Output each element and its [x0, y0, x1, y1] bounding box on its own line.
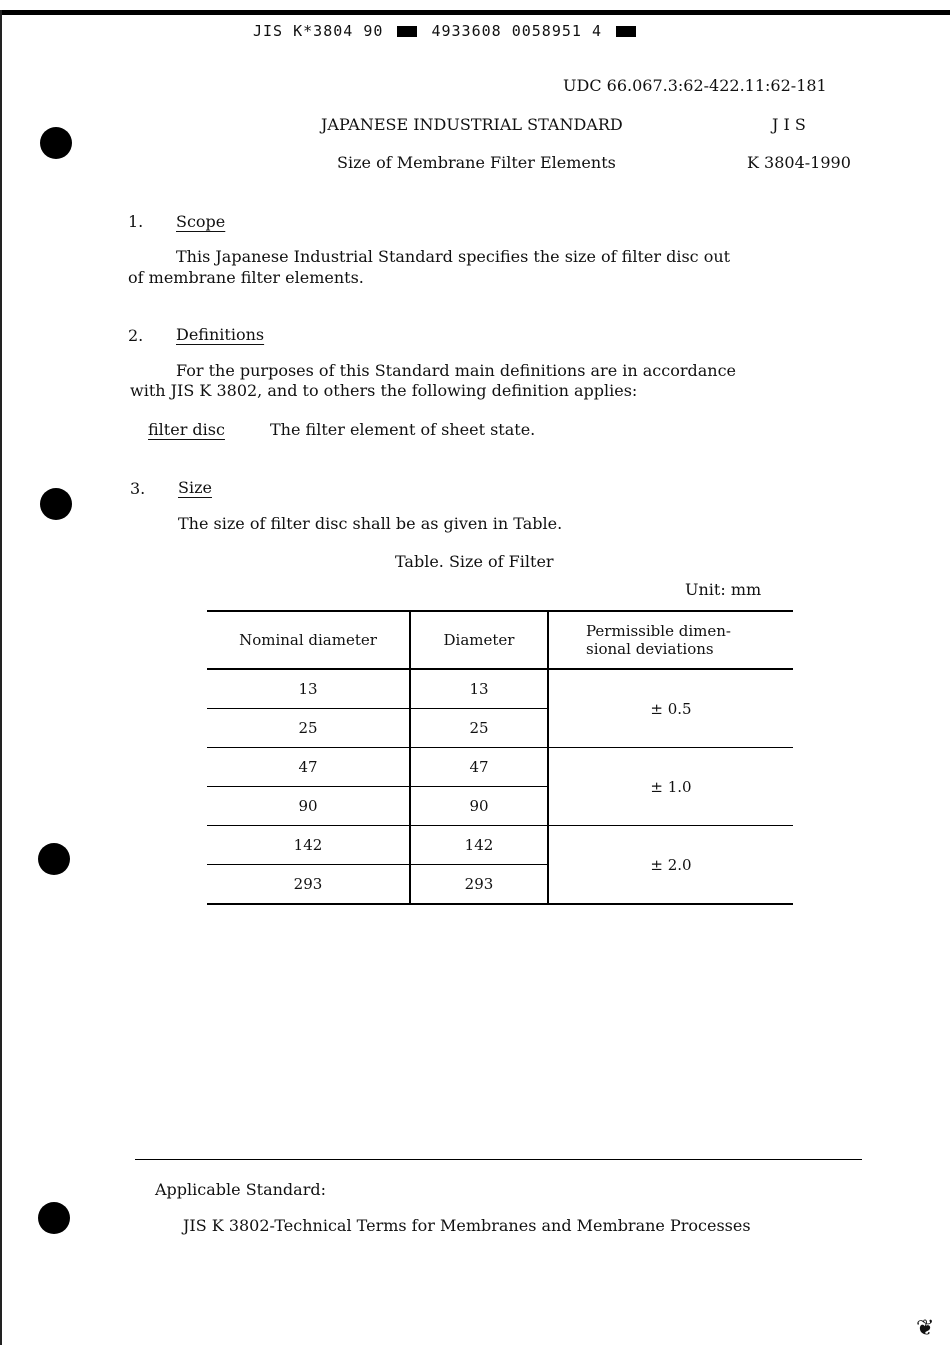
cell-diameter: 25 — [410, 709, 548, 748]
document-number: K 3804-1990 — [747, 153, 851, 172]
cell-deviation: ± 0.5 — [548, 669, 793, 748]
punch-hole-icon — [40, 127, 72, 159]
table-unit: Unit: mm — [685, 580, 762, 599]
applicable-standard-reference: JIS K 3802-Technical Terms for Membranes and Membrane Processes — [183, 1216, 751, 1235]
cell-nominal: 90 — [207, 787, 410, 826]
definition-text: The filter element of sheet state. — [270, 420, 536, 439]
section-number-size: 3. — [130, 479, 146, 498]
footer-divider — [135, 1159, 862, 1160]
cell-nominal: 142 — [207, 826, 410, 865]
cell-diameter: 13 — [410, 669, 548, 709]
section-title-size: Size — [178, 478, 212, 497]
cell-diameter: 90 — [410, 787, 548, 826]
table-caption: Table. Size of Filter — [395, 552, 554, 571]
top-scan-border — [0, 10, 950, 15]
scope-text-line2: of membrane filter elements. — [128, 268, 364, 287]
table-row — [207, 748, 793, 787]
header-diameter: Diameter — [410, 611, 548, 669]
header-deviation-line1: Permissible dimen- — [586, 622, 731, 640]
cell-nominal: 293 — [207, 865, 410, 905]
section-title-scope: Scope — [176, 212, 226, 231]
document-title: Size of Membrane Filter Elements — [337, 153, 616, 172]
cell-diameter: 47 — [410, 748, 548, 787]
cell-nominal: 25 — [207, 709, 410, 748]
size-text: The size of filter disc shall be as given in Table. — [178, 514, 563, 533]
barcode-block-icon — [397, 26, 417, 37]
udc-number: UDC 66.067.3:62-422.11:62-181 — [563, 76, 827, 95]
header-deviation — [548, 611, 793, 669]
table-header-row — [207, 611, 793, 669]
applicable-standard-label: Applicable Standard: — [155, 1180, 326, 1199]
scope-text-line1: This Japanese Industrial Standard specifies the size of filter disc out — [176, 247, 731, 266]
table-row — [207, 826, 793, 865]
definition-term: filter disc — [148, 420, 225, 439]
filter-size-table — [207, 610, 793, 905]
standard-name: JAPANESE INDUSTRIAL STANDARD — [321, 115, 623, 134]
section-number-scope: 1. — [128, 212, 144, 231]
table-row — [207, 669, 793, 709]
header-code-right: 4933608 0058951 4 — [431, 22, 602, 40]
header-nominal-diameter: Nominal diameter — [207, 611, 410, 669]
definitions-text-line2: with JIS K 3802, and to others the following definition applies: — [130, 381, 638, 400]
jis-mark: J I S — [772, 115, 806, 134]
header-deviation-line2: sional deviations — [586, 640, 714, 658]
cell-diameter: 142 — [410, 826, 548, 865]
punch-hole-icon — [38, 1202, 70, 1234]
definitions-text-line1: For the purposes of this Standard main definitions are in accordance — [176, 361, 737, 380]
punch-hole-icon — [40, 488, 72, 520]
cell-nominal: 47 — [207, 748, 410, 787]
header-code — [253, 22, 640, 40]
section-title-definitions: Definitions — [176, 325, 265, 344]
corner-ornament-icon: ❦ — [916, 1316, 935, 1341]
punch-hole-icon — [38, 843, 70, 875]
section-number-definitions: 2. — [128, 326, 144, 345]
cell-deviation: ± 1.0 — [548, 748, 793, 826]
barcode-block-icon — [616, 26, 636, 37]
cell-nominal: 13 — [207, 669, 410, 709]
cell-deviation: ± 2.0 — [548, 826, 793, 905]
cell-diameter: 293 — [410, 865, 548, 905]
header-code-left: JIS K*3804 90 — [253, 22, 384, 40]
left-scan-edge — [0, 10, 2, 1345]
